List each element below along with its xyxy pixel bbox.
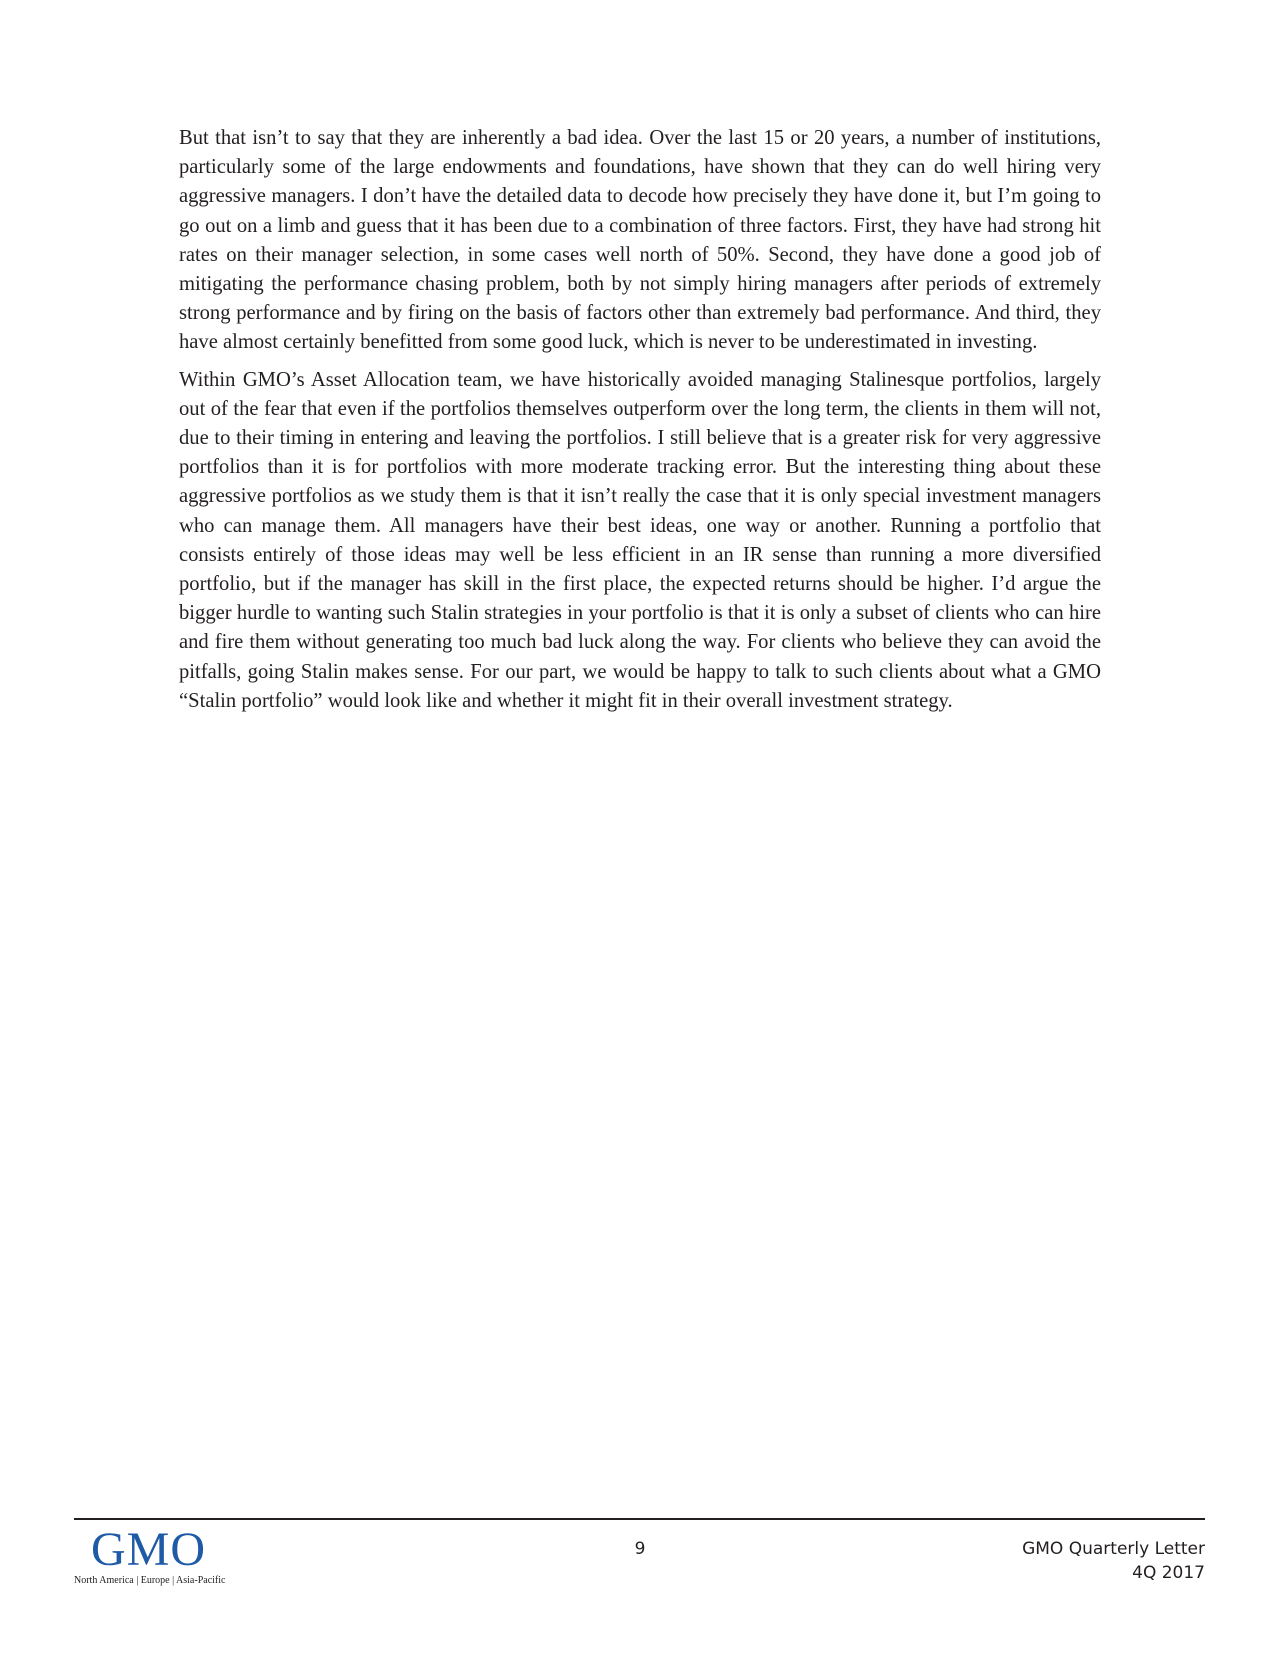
gmo-logo <box>74 1525 244 1587</box>
body-paragraph-2: Within GMO’s Asset Allocation team, we have historically avoided managing Stalinesque portfolios, largely out of the fear that even if the portfolios themselves outperform over the long term, the clients in them will not, due to their timing in entering and leaving the portfolios. I still believe that is a greater risk for very aggressive portfolios than it is for portfolios with more moderate tracking error. But the interesting thing about these aggressive portfolios as we study them is that it isn’t really the case that it is only special investment managers who can manage them. All managers have their best ideas, one way or another. Running a portfolio that consists entirely of those ideas may well be less efficient in an IR sense than running a more diversified portfolio, but if the manager has skill in the first place, the expected returns should be higher. I’d argue the bigger hurdle to wanting such Stalin strategies in your portfolio is that it is only a subset of clients who can hire and fire them without generating too much bad luck along the way. For clients who believe they can avoid the pitfalls, going Stalin makes sense. For our part, we would be happy to talk to such clients about what a GMO “Stalin portfolio” would look like and whether it might fit in their overall investment strategy. <box>179 368 1101 712</box>
publication-title: GMO Quarterly Letter <box>1022 1539 1205 1559</box>
logo-regions: North America | Europe | Asia-Pacific <box>74 1575 226 1586</box>
footer-divider <box>74 1518 1205 1520</box>
logo-wordmark: GMO <box>91 1523 207 1576</box>
body-paragraph-1: But that isn’t to say that they are inherently a bad idea. Over the last 15 or 20 years, a number of institutions, particularly some of the large endowments and foundations, have shown that they can do well hiring very aggressive managers. I don’t have the detailed data to decode how precisely they have done it, but I’m going to go out on a limb and guess that it has been due to a combination of three factors. First, they have had strong hit rates on their manager selection, in some cases well north of 50%. Second, they have done a good job of mitigating the performance chasing problem, both by not simply hiring managers after periods of extremely strong performance and by firing on the basis of factors other than extremely bad performance. And third, they have almost certainly benefitted from some good luck, which is never to be underestimated in investing. <box>179 127 1101 354</box>
publication-info <box>1022 1537 1205 1585</box>
publication-period: 4Q 2017 <box>1132 1563 1205 1583</box>
article-body <box>179 124 1101 724</box>
page-number: 9 <box>634 1539 646 1559</box>
